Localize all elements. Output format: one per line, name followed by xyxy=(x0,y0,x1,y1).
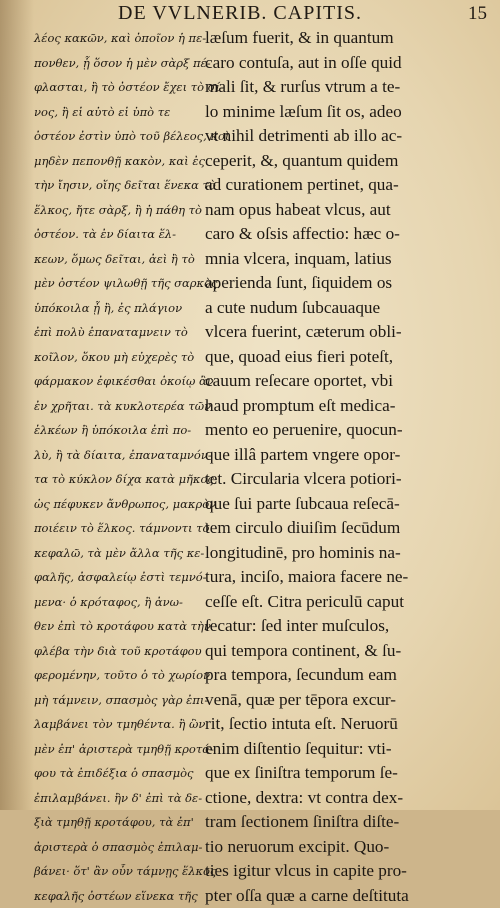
greek-text-line: νος, ἢ εἰ αὐτὸ εἰ ὑπὸ τε xyxy=(34,100,200,125)
greek-text-line: τα τὸ κύκλον δίχα κατὰ μῆκος, xyxy=(34,467,200,492)
greek-column xyxy=(34,26,200,908)
greek-text-line: κεφαλῆς ὀστέων εἵνεκα τῆς xyxy=(34,884,200,908)
greek-text-line: μηδὲν πεπονθῇ κακὸν, καὶ ἐς xyxy=(34,149,200,174)
greek-text-line: φλέβα τὴν διὰ τοῦ κροτάφου xyxy=(34,639,200,664)
latin-text-line: mali ſit, & rurſus vtrum a te- xyxy=(205,75,497,100)
latin-text-line: nam opus habeat vlcus, aut xyxy=(205,198,497,223)
greek-text-line: μὲν ὀστέον ψιλωθῇ τῆς σαρκὸς, xyxy=(34,271,200,296)
greek-text-line: φαλῆς, ἀσφαλείῳ ἐστὶ τεμνό- xyxy=(34,565,200,590)
greek-text-line: ἐπὶ πολὺ ἐπαναταμνειν τὸ xyxy=(34,320,200,345)
gutter-shadow xyxy=(0,0,34,810)
latin-text-line: ſecatur: ſed inter muſculos, xyxy=(205,614,497,639)
greek-text-line: φερομένην, τοῦτο ὁ τὸ χωρίον xyxy=(34,663,200,688)
greek-text-line: μενα· ὁ κρόταφος, ἢ ἀνω- xyxy=(34,590,200,615)
greek-text-line: πονθεν, ᾗ ὅσον ἡ μὲν σὰρξ πέ- xyxy=(34,51,200,76)
greek-text-line: φλασται, ἢ τὸ ὀστέον ἔχει τὸ σί- xyxy=(34,75,200,100)
greek-text-line: τὴν ἴησιν, οἵης δεῖται ἕνεκα τὸ xyxy=(34,173,200,198)
greek-text-line: ποιέειν τὸ ἕλκος. τάμνοντι τὸ xyxy=(34,516,200,541)
latin-text-line: læſum fuerit, & in quantum xyxy=(205,26,497,51)
latin-text-line: tem circulo diuiſim ſecūdum xyxy=(205,516,497,541)
greek-text-line: λαμβάνει τὸν τμηθέντα. ἢ ὣν xyxy=(34,712,200,737)
latin-text-line: qui tempora continent, & ſu- xyxy=(205,639,497,664)
greek-text-line: ἑλκέων ἢ ὑπόκοιλα ἐπὶ πο- xyxy=(34,418,200,443)
latin-text-line: tio neruorum excipit. Quo- xyxy=(205,835,497,860)
latin-text-line: rit, ſectio intuta eſt. Neruorū xyxy=(205,712,497,737)
running-title: DE VVLNERIB. CAPITIS. xyxy=(80,2,400,25)
latin-text-line: ceſſe eſt. Citra periculū caput xyxy=(205,590,497,615)
latin-text-line: mnia vlcera, inquam, latius xyxy=(205,247,497,272)
greek-text-line: φάρμακον ἐφικέσθαι ὁκοίῳ ἂν xyxy=(34,369,200,394)
greek-text-line: ἕλκος, ἤτε σὰρξ, ἢ ἡ πάθη τὸ xyxy=(34,198,200,223)
greek-text-line: κεων, ὅμως δεῖται, ἀεὶ ἢ τὸ xyxy=(34,247,200,272)
greek-text-line: μὴ τάμνειν, σπασμὸς γὰρ ἐπι- xyxy=(34,688,200,713)
latin-text-line: vt nihil detrimenti ab illo ac- xyxy=(205,124,497,149)
greek-text-line: ἀριστερὰ ὁ σπασμὸς ἐπιλαμ- xyxy=(34,835,200,860)
latin-text-line: que, quoad eius fieri poteſt, xyxy=(205,345,497,370)
greek-text-line: ὑπόκοιλα ᾖ ἢ, ἐς πλάγιον xyxy=(34,296,200,321)
greek-text-line: ξιὰ τμηθῇ κροτάφου, τὰ ἐπ' xyxy=(34,810,200,835)
greek-text-line: ὀστέον. τὰ ἐν δίαιτα ἕλ- xyxy=(34,222,200,247)
greek-text-line: ἐν χρῆται. τὰ κυκλοτερέα τῶν xyxy=(34,394,200,419)
greek-text-line: φου τὰ ἐπιδέξια ὁ σπασμὸς xyxy=(34,761,200,786)
latin-text-line: tura, inciſo, maiora facere ne- xyxy=(205,565,497,590)
latin-text-line: ctione, dextra: vt contra dex- xyxy=(205,786,497,811)
latin-text-line: longitudinē, pro hominis na- xyxy=(205,541,497,566)
latin-text-line: vlcera fuerint, cæterum obli- xyxy=(205,320,497,345)
latin-text-line: ad curationem pertinet, qua- xyxy=(205,173,497,198)
latin-text-line: ceperit, &, quantum quidem xyxy=(205,149,497,174)
latin-text-line: pra tempora, ſecundum eam xyxy=(205,663,497,688)
latin-text-line: tram ſectionem ſiniſtra diſte- xyxy=(205,810,497,835)
latin-text-line: a cute nudum ſubcauaque xyxy=(205,296,497,321)
latin-text-line: tet. Circularia vlcera potiori- xyxy=(205,467,497,492)
greek-text-line: μὲν ἐπ' ἀριστερὰ τμηθῇ κροτά- xyxy=(34,737,200,762)
latin-text-line: caro & oſsis affectio: hæc o- xyxy=(205,222,497,247)
latin-column xyxy=(205,26,497,908)
greek-text-line: κεφαλῶ, τὰ μὲν ἄλλα τῆς κε- xyxy=(34,541,200,566)
greek-text-line: ὀστέον ἐστὶν ὑπὸ τοῦ βέλεος, κοὶ xyxy=(34,124,200,149)
greek-text-line: ὡς πέφυκεν ἄνθρωπος, μακρὸν xyxy=(34,492,200,517)
latin-text-line: enim diſtentio ſequitur: vti- xyxy=(205,737,497,762)
latin-text-line: mento eo peruenire, quocun- xyxy=(205,418,497,443)
greek-text-line: βάνει· ὅτ' ἂν οὖν τάμνῃς ἕλκος xyxy=(34,859,200,884)
latin-text-line: haud promptum eſt medica- xyxy=(205,394,497,419)
latin-text-line: lo minime læſum ſit os, adeo xyxy=(205,100,497,125)
latin-text-line: que illâ partem vngere opor- xyxy=(205,443,497,468)
latin-text-line: ties igitur vlcus in capite pro- xyxy=(205,859,497,884)
latin-text-line: aperienda ſunt, ſiquidem os xyxy=(205,271,497,296)
running-head xyxy=(0,2,500,28)
greek-text-line: ἐπιλαμβάνει. ἢν δ' ἐπὶ τὰ δε- xyxy=(34,786,200,811)
latin-text-line: caro contuſa, aut in oſſe quid xyxy=(205,51,497,76)
greek-text-line: λέος κακῶν, καὶ ὁποῖον ἡ πε- xyxy=(34,26,200,51)
latin-text-line: pter oſſa quæ a carne deſtituta xyxy=(205,884,497,908)
page-number: 15 xyxy=(468,3,487,25)
greek-text-line: κοῖλον, ὅκου μὴ εὐχερὲς τὸ xyxy=(34,345,200,370)
latin-text-line: cauum reſecare oportet, vbi xyxy=(205,369,497,394)
latin-text-line: que ex ſiniſtra temporum ſe- xyxy=(205,761,497,786)
latin-text-line: venā, quæ per tēpora excur- xyxy=(205,688,497,713)
greek-text-line: λὺ, ἢ τὰ δίαιτα, ἐπαναταμνόν- xyxy=(34,443,200,468)
latin-text-line: que ſui parte ſubcaua reſecā- xyxy=(205,492,497,517)
greek-text-line: θεν ἐπὶ τὸ κροτάφου κατὰ τὴν xyxy=(34,614,200,639)
